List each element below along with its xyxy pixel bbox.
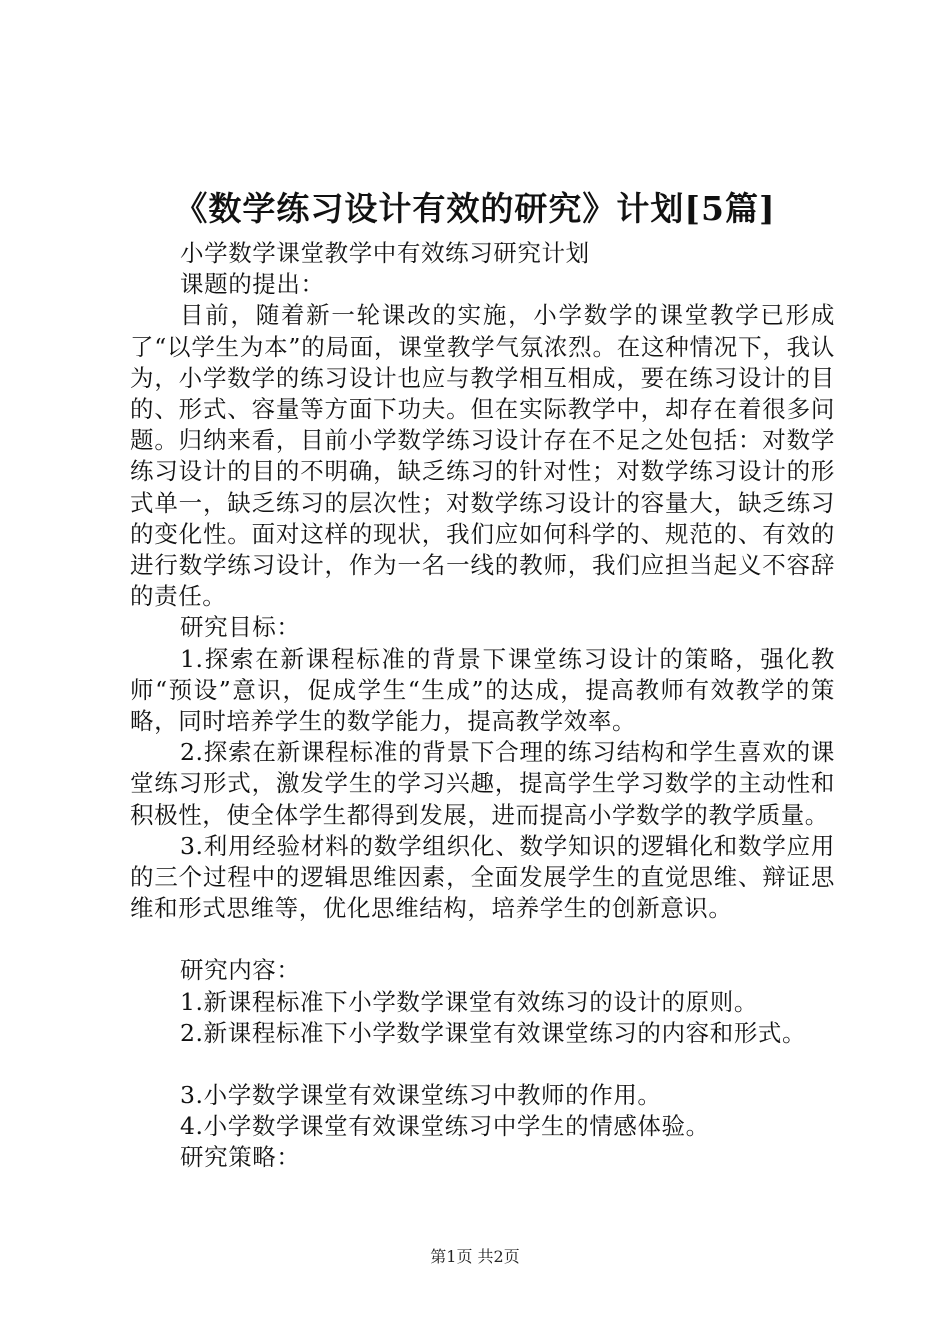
section-heading-content: 研究内容： [180,956,301,985]
content-item-1: 1.新课程标准下小学数学课堂有效练习的设计的原则。 [180,987,758,1016]
paragraph-gap [130,924,835,955]
section-heading-problem: 课题的提出： [180,270,325,299]
section-heading-goals: 研究目标： [180,613,301,642]
content-item-2: 2.新课程标准下小学数学课堂有效课堂练习的内容和形式。 [180,1018,807,1047]
content-item-4: 4.小学数学课堂有效课堂练习中学生的情感体验。 [180,1112,710,1141]
paragraph-problem: 目前，随着新一轮课改的实施，小学数学的课堂教学已形成了“以学生为本”的局面，课堂教学气氛浓烈。在这种情况下，我认为，小学数学的练习设计也应与教学相互相成，要在练习设计的目的、形式、容量等方面下功夫。但在实际教学中，却存在着很多问题。归纳来看，目前小学数学练习设计存在不足之处包括：对数学练习设计的目的不明确，缺乏练习的针对性；对数学练习设计的形式单一，缺乏练习的层次性；对数学练习设计的容量大，缺乏练习的变化性。面对这样的现状，我们应如何科学的、规范的、有效的进行数学练习设计，作为一名一线的教师，我们应担当起义不容辞的责任。 [130,301,835,611]
goal-item-2: 2.探索在新课程标准的背景下合理的练习结构和学生喜欢的课堂练习形式，激发学生的学习兴趣，提高学生学习数学的主动性和积极性，使全体学生都得到发展，进而提高小学数学的教学质量。 [130,738,835,829]
section-heading-strategy: 研究策略： [180,1143,301,1172]
page-footer: 第1页 共2页 [430,1247,520,1266]
goal-item-3: 3.利用经验材料的数学组织化、数学知识的逻辑化和数学应用的三个过程中的逻辑思维因素，全面发展学生的直觉思维、辩证思维和形式思维等，优化思维结构，培养学生的创新意识。 [130,831,835,923]
paragraph-gap [130,1049,835,1080]
document-title: 《数学练习设计有效的研究》计划[5篇] [174,189,776,228]
document-body [130,238,835,1174]
goal-item-1: 1.探索在新课程标准的背景下课堂练习设计的策略，强化教师“预设”意识，促成学生“生成”的达成，提高教师有效教学的策略，同时培养学生的数学能力，提高教学效率。 [130,644,835,736]
document-subtitle: 小学数学课堂教学中有效练习研究计划 [180,239,590,267]
content-item-3: 3.小学数学课堂有效课堂练习中教师的作用。 [180,1081,662,1110]
